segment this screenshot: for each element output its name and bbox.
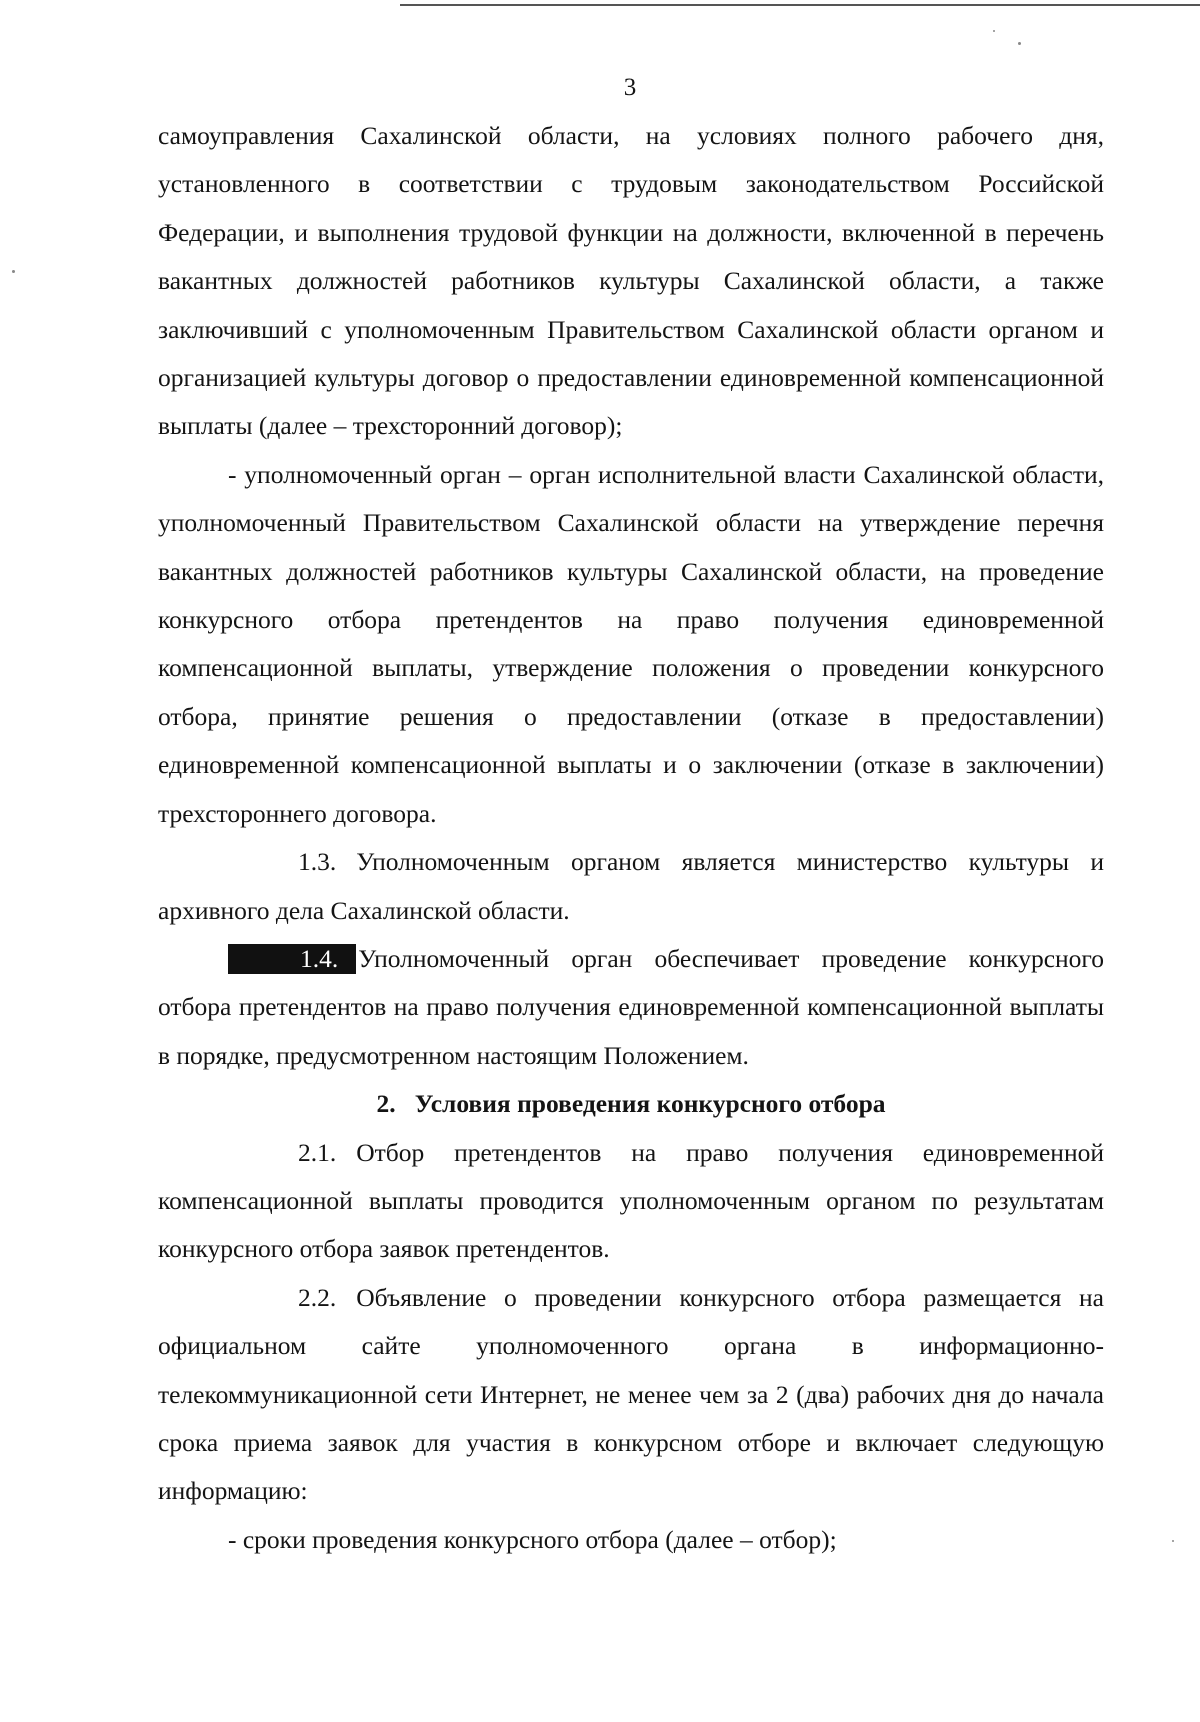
page-number: 3	[623, 74, 637, 101]
scan-speck	[1172, 1540, 1174, 1542]
clause-1-4	[158, 935, 1104, 1080]
clause-2-1	[158, 1129, 1104, 1274]
clause-number: 2.1.	[298, 1137, 337, 1167]
scan-top-edge-line	[400, 4, 1200, 6]
clause-1-3	[158, 838, 1104, 935]
clause-text: Отбор претендентов на право получения единовременной компенсационной выплаты проводится уполномоченным органом по результатам конкурсного отбора заявок претендентов.	[158, 1137, 1104, 1264]
document-body	[158, 112, 1104, 1564]
clause-number: 2.2.	[298, 1282, 337, 1312]
section-2-heading	[158, 1080, 1104, 1128]
clause-text: Уполномоченным органом является министерство культуры и архивного дела Сахалинской области.	[158, 847, 1104, 925]
clause-text: Объявление о проведении конкурсного отбора размещается на официальном сайте уполномоченного органа в информационно-телекоммуникационной сети Интернет, не менее чем за 2 (два) рабочих дня до начала срока приема заявок для участия в конкурсном отборе и включает следующую информацию:	[158, 1282, 1104, 1506]
bullet-item: - сроки проведения конкурсного отбора (далее – отбор);	[228, 1524, 837, 1554]
clause-text: Уполномоченный орган обеспечивает проведение конкурсного отбора претендентов на право получения единовременной компенсационной выплаты в порядке, предусмотренном настоящим Положением.	[158, 943, 1104, 1070]
section-number: 2.	[376, 1089, 396, 1119]
scan-speck	[12, 270, 15, 273]
paragraph-continuation: самоуправления Сахалинской области, на условиях полного рабочего дня, установленного в соответствии с трудовым законодательством Российской Федерации, и выполнения трудовой функции на должности, включенной в перечень вакантных должностей работников культуры Сахалинской области, а также заключивший с уполномоченным Правительством Сахалинской области органом и организацией культуры договор о предоставлении единовременной компенсационной выплаты (далее – трехсторонний договор);	[158, 121, 1104, 441]
scan-speck	[993, 30, 995, 32]
paragraph-authorized-body: - уполномоченный орган – орган исполнительной власти Сахалинской области, уполномоченный Правительством Сахалинской области на утверждение перечня вакантных должностей работников культуры Сахалинской области, на проведение конкурсного отбора претендентов на право получения единовременной компенсационной выплаты, утверждение положения о проведении конкурсного отбора, принятие решения о предоставлении (отказе в предоставлении) единовременной компенсационной выплаты и о заключении (отказе в заключении) трехстороннего договора.	[158, 459, 1104, 828]
section-title: Условия проведения конкурсного отбора	[414, 1089, 886, 1119]
scan-speck	[1018, 42, 1021, 45]
clause-number: 1.3.	[298, 847, 337, 877]
clause-number-highlighted: 1.4.	[228, 944, 356, 974]
clause-2-2	[158, 1274, 1104, 1516]
